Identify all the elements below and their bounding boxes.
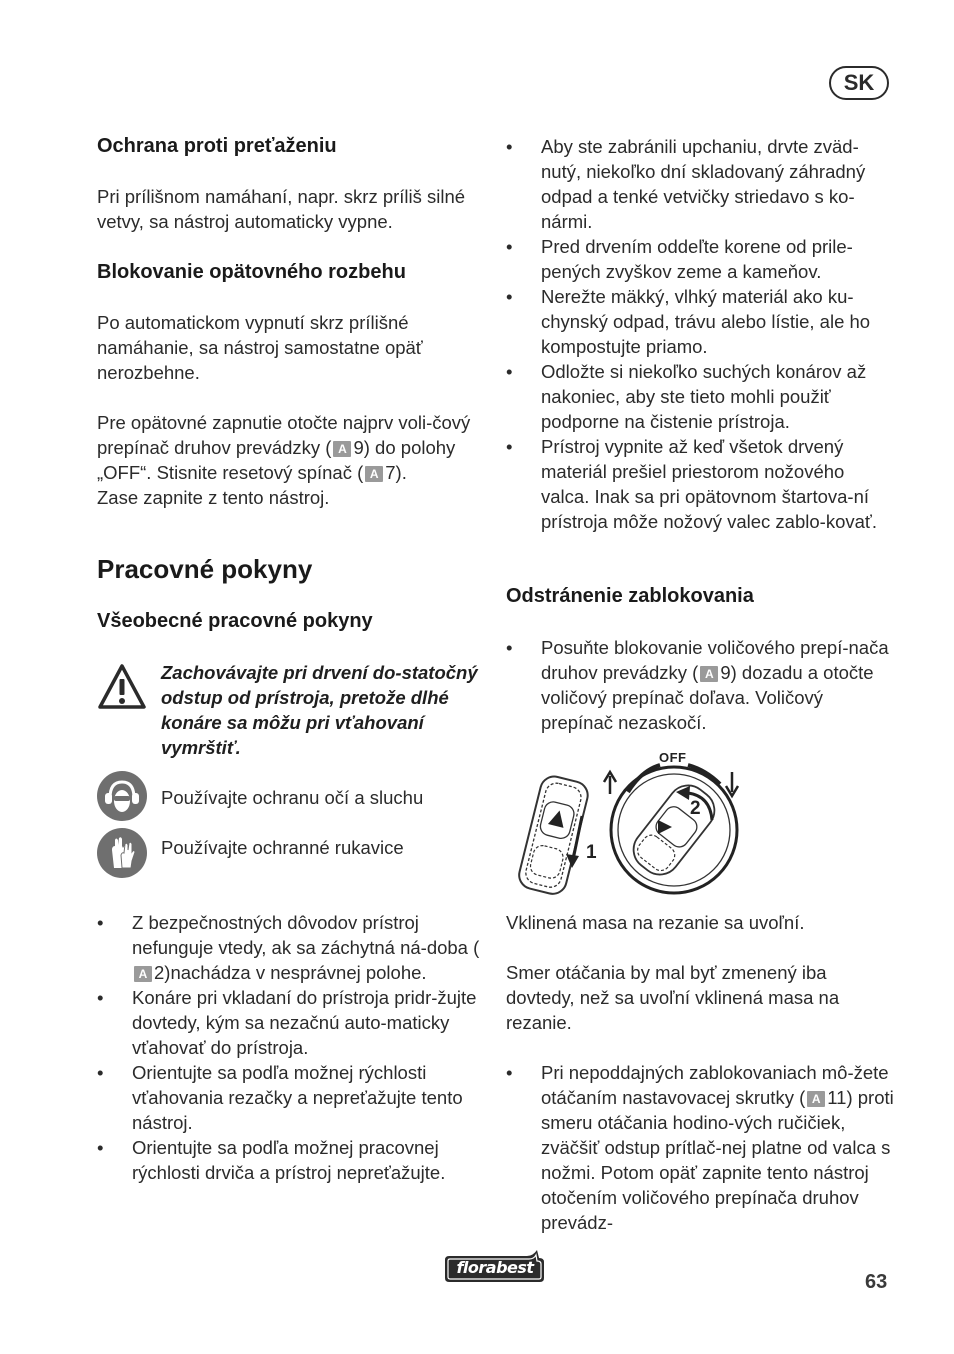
bullet1-text-b: 2)nachádza v nesprávnej polohe. (154, 962, 427, 983)
gloves-icon (97, 828, 147, 878)
restart-text-d: Zase zapnite z tento nástroj. (97, 487, 330, 508)
section-title-restart-lock: Blokovanie opätovného rozbehu (97, 261, 406, 283)
figure-ref-badge: A (134, 966, 152, 982)
restart-text-a: Pre opätovné zapnutie otočte najprv voli-čový prepínač druhov prevádzky ( (97, 412, 471, 458)
figure-ref-badge: A (807, 1091, 825, 1107)
tips-list (506, 134, 891, 534)
bullet1-text-a: Z bezpečnostných dôvodov prístroj nefunguje vtedy, ak sa záchytná ná-doba ( (132, 912, 480, 958)
unblock-text-b: 9) dozadu a otočte voličový prepínač doľava. Voličový prepínač nezaskočí. (541, 662, 874, 733)
ppe-gloves-text: Používajte ochranné rukavice (161, 837, 404, 858)
overload-text: Pri prílišnom namáhaní, napr. skrz príliš silné vetvy, sa nástroj automaticky vypne. (97, 186, 466, 232)
restart-instructions (97, 410, 482, 510)
ppe-eye-ear-text: Používajte ochranu očí a sluchu (161, 787, 424, 808)
released-text: Vklinená masa na rezanie sa uvoľní. (506, 912, 805, 933)
list-item: • Konáre pri vkladaní do prístroja pridr-žujte dovtedy, kým sa nezačnú auto-maticky vťahovať do prístroja. (97, 985, 482, 1060)
list-item: • Prístroj vypnite až keď všetok drvený materiál prešiel priestorom nožového valca. Inak sa pri opätovnom štartova-ní prístroja môže nožový valec zablo-kovať. (506, 434, 891, 534)
list-item (506, 635, 891, 735)
figure-ref-badge: A (365, 466, 383, 482)
section-title-overload: Ochrana proti preťaženiu (97, 135, 337, 157)
brand-text: florabest (456, 1258, 534, 1277)
subsection-title-general: Všeobecné pracovné pokyny (97, 610, 373, 632)
general-instructions-list (97, 910, 482, 1185)
figure-ref-badge: A (700, 666, 718, 682)
unblock-text-a: Posuňte blokovanie voličového prepí-nača druhov prevádzky ( (541, 637, 889, 683)
off-label: OFF (659, 750, 687, 765)
list-item (97, 910, 482, 985)
list-item: • Nerežte mäkký, vlhký materiál ako ku-chynský odpad, trávu alebo lístie, ale ho kompostujte priamo. (506, 284, 891, 359)
stubborn-blockage-list (506, 1060, 896, 1235)
restart-text-b: 9) do polohy „OFF“. Stisnite resetový spínač ( (97, 437, 456, 483)
stubborn-text-a: Pri nepoddajných zablokovaniach mô-žete otáčaním nastavovacej skrutky ( (541, 1062, 889, 1108)
florabest-logo (441, 1246, 548, 1286)
figure-ref-badge: A (333, 441, 351, 457)
list-item: • Orientujte sa podľa možnej pracovnej rýchlosti drviča a prístroj nepreťažujte. (97, 1135, 482, 1185)
page-number: 63 (865, 1271, 888, 1293)
step-2-label: 2 (690, 798, 701, 819)
selector-switch-illustration (510, 748, 745, 896)
restart-text-c: 7). (385, 462, 407, 483)
restart-lock-text: Po automatickom vypnutí skrz prílišné namáhanie, sa nástroj samostatne opäť nerozbehne. (97, 312, 423, 383)
language-badge: SK (829, 66, 889, 100)
list-item: • Aby ste zabránili upchaniu, drvte zväd-nutý, niekoľko dní skladovaný záhradný odpad a tenké vetvičky striedavo s ko-nármi. (506, 134, 891, 234)
list-item: • Pred drvením oddeľte korene od prile-pených zvyškov zeme a kameňov. (506, 234, 891, 284)
warning-text: Zachovávajte pri drvení do-statočný odstup od prístroja, pretože dlhé konáre sa môžu pri vťahovaní vymrštiť. (161, 662, 478, 758)
main-title-work-instructions: Pracovné pokyny (97, 554, 313, 584)
section-title-unblocking: Odstránenie zablokovania (506, 585, 754, 607)
unblocking-list (506, 635, 891, 735)
list-item: • Orientujte sa podľa možnej rýchlosti vťahovania rezačky a nepreťažujte tento nástroj. (97, 1060, 482, 1135)
eye-ear-protection-icon (97, 771, 147, 821)
step-1-label: 1 (586, 842, 597, 863)
warning-triangle-icon (97, 663, 147, 711)
stubborn-text-b: 11) proti smeru otáčania hodino-vých ručičiek, zväčšiť odstup prítlač-nej platne od valca s nožmi. Potom opäť zapnite tento nástroj otočením voličového prepínača druhov prevádz- (541, 1087, 894, 1233)
list-item: • Odložte si niekoľko suchých konárov až nakoniec, aby ste tieto mohli použiť podporne na čistenie prístroja. (506, 359, 891, 434)
list-item (506, 1060, 896, 1235)
rotation-direction-text: Smer otáčania by mal byť zmenený iba dovtedy, než sa uvoľní vklinená masa na rezanie. (506, 962, 840, 1033)
